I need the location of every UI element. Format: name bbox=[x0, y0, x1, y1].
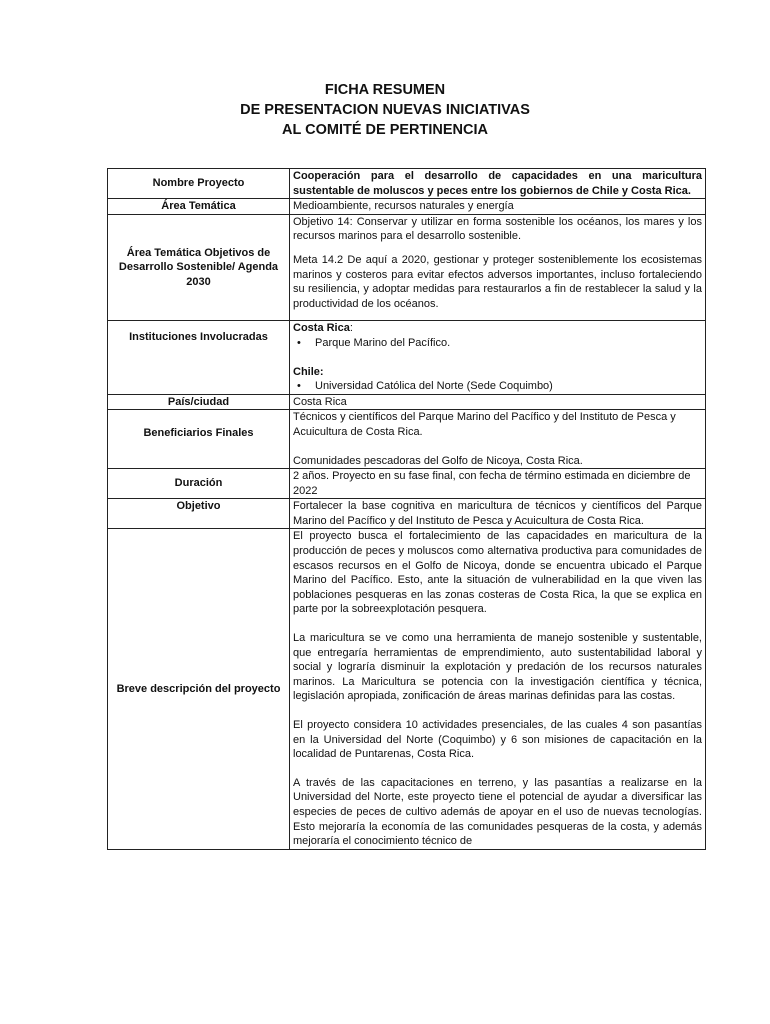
label-descripcion: Breve descripción del proyecto bbox=[108, 529, 290, 849]
table-row-objetivo bbox=[108, 499, 706, 529]
table-row-beneficiarios bbox=[108, 410, 706, 469]
label-area-tematica: Área Temática bbox=[108, 199, 290, 215]
descripcion-parrafo-3: El proyecto considera 10 actividades presenciales, de las cuales 4 son pasantías en la Universidad del Norte (Coquimbo) y 6 son misiones de capacitación en la localidad de Puntarenas, Costa Rica. bbox=[293, 719, 702, 761]
summary-table bbox=[107, 168, 706, 850]
descripcion-parrafo-4: A través de las capacitaciones en terreno, y las pasantías a realizarse en la Universidad del Norte, este proyecto tiene el potencial de ayudar a diversificar las especies de peces de cultivo además de apoyar en el uso de nuevas tecnologías. Esto mejoraría la economía de las comunidades pesqueras de la costa, y además mejoraría el conocimiento técnico de bbox=[293, 776, 702, 848]
value-area-tematica: Medioambiente, recursos naturales y energía bbox=[290, 199, 706, 215]
beneficiarios-tecnicos: Técnicos y científicos del Parque Marino del Pacífico y del Instituto de Pesca y Acuicultura de Costa Rica. bbox=[293, 411, 676, 438]
table-row-descripcion bbox=[108, 529, 706, 849]
ods-meta: Meta 14.2 De aquí a 2020, gestionar y proteger sosteniblemente los ecosistemas marinos y costeros para evitar efectos adversos importantes, incluso fortaleciendo su resiliencia, y adoptar medidas para restaurarlos a fin de restablecer la salud y la productividad de los océanos. bbox=[293, 253, 702, 310]
country-chile: Chile: bbox=[293, 365, 324, 378]
label-duracion: Duración bbox=[108, 469, 290, 499]
value-nombre-proyecto: Cooperación para el desarrollo de capacidades en una maricultura sustentable de moluscos y peces entre los gobiernos de Chile y Costa Rica. bbox=[290, 169, 706, 199]
title-line-1: FICHA RESUMEN bbox=[324, 82, 446, 98]
colon-separator: : bbox=[349, 322, 353, 335]
title-line-3: AL COMITÉ DE PERTINENCIA bbox=[282, 122, 488, 138]
descripcion-parrafo-2: La maricultura se ve como una herramienta de manejo sostenible y sustentable, que entregaría herramientas de emprendimiento, auto sustentabilidad laboral y social y lograría disminuir la explotación y predación de los recursos naturales marinos. La Maricultura se potencia con la investigación científica y técnica, legislación apropiada, zonificación de áreas marinas definidas para las costas. bbox=[293, 632, 702, 703]
value-descripcion bbox=[290, 529, 706, 849]
label-instituciones: Instituciones Involucradas bbox=[108, 321, 290, 394]
table-row-pais bbox=[108, 394, 706, 410]
table-row-ods bbox=[108, 214, 706, 321]
table-row-area bbox=[108, 199, 706, 215]
label-ods: Área Temática Objetivos de Desarrollo Sostenible/ Agenda 2030 bbox=[108, 214, 290, 321]
value-instituciones bbox=[290, 321, 706, 394]
institution-item-1: • Parque Marino del Pacífico. bbox=[293, 336, 702, 351]
document-title bbox=[0, 80, 770, 140]
table-row-duracion bbox=[108, 469, 706, 499]
label-nombre-proyecto: Nombre Proyecto bbox=[108, 169, 290, 199]
value-ods bbox=[290, 214, 706, 321]
ods-objetivo: Objetivo 14: Conservar y utilizar en forma sostenible los océanos, los mares y los recursos marinos para el desarrollo sostenible. bbox=[293, 215, 702, 243]
label-beneficiarios: Beneficiarios Finales bbox=[108, 410, 290, 469]
table-row-instituciones bbox=[108, 321, 706, 394]
value-duracion: 2 años. Proyecto en su fase final, con fecha de término estimada en diciembre de 2022 bbox=[290, 469, 706, 499]
country-costa-rica: Costa Rica bbox=[293, 322, 350, 335]
descripcion-parrafo-1: El proyecto busca el fortalecimiento de las capacidades en maricultura de la producción de peces y moluscos como alternativa productiva para comunidades de escasos recursos en el Golfo de Nicoya, donde se encuentra ubicado el Parque Marino del Pacífico. Esto, ante la situación de vulnerabilidad en la que viven las poblaciones pesqueras en las zonas costeras de Costa Rica, la que se explica en parte por la sobreexplotación pesquera. bbox=[293, 530, 702, 616]
value-pais-ciudad: Costa Rica bbox=[290, 394, 706, 410]
beneficiarios-comunidades: Comunidades pescadoras del Golfo de Nicoya, Costa Rica. bbox=[293, 454, 583, 467]
title-line-2: DE PRESENTACION NUEVAS INICIATIVAS bbox=[240, 102, 530, 118]
value-objetivo: Fortalecer la base cognitiva en maricultura de técnicos y científicos del Parque Marino del Pacífico y del Instituto de Pesca y Acuicultura de Costa Rica. bbox=[290, 499, 706, 529]
label-pais-ciudad: País/ciudad bbox=[108, 394, 290, 410]
value-beneficiarios bbox=[290, 410, 706, 469]
label-objetivo: Objetivo bbox=[108, 499, 290, 529]
institution-item-2: • Universidad Católica del Norte (Sede Coquimbo) bbox=[293, 379, 702, 394]
table-row-nombre bbox=[108, 169, 706, 199]
